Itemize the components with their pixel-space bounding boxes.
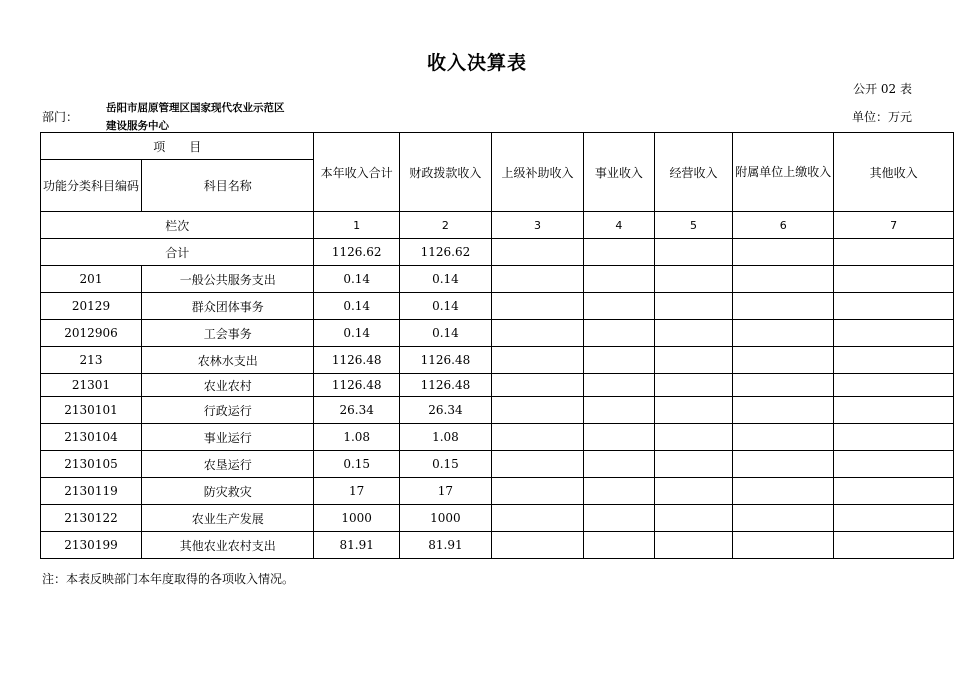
department-name [106,99,285,135]
row-name: 群众团体事务 [142,293,314,320]
row-col-5 [654,347,732,374]
header-row-1 [41,133,954,160]
row-col-5 [654,320,732,347]
total-col-3 [491,239,583,266]
row-col-4 [583,505,654,532]
row-col-2: 1000 [399,505,491,532]
footnote: 注：本表反映部门本年度取得的各项收入情况。 [42,572,295,586]
row-col-7 [834,532,954,559]
unit-label: 单位：万元 [851,110,912,124]
column-no-6: 6 [733,212,834,239]
total-col-6 [733,239,834,266]
row-col-3 [491,478,583,505]
total-label: 合计 [41,239,314,266]
row-col-7 [834,424,954,451]
table-row [41,320,954,347]
total-col-7 [834,239,954,266]
row-col-6 [733,266,834,293]
row-col-5 [654,424,732,451]
header-col-6: 附属单位上缴收入 [733,133,834,212]
row-name: 农垦运行 [142,451,314,478]
row-col-6 [733,532,834,559]
row-col-1: 0.14 [314,266,399,293]
column-no-2: 2 [399,212,491,239]
column-number-row [41,212,954,239]
row-code: 2130199 [41,532,142,559]
row-col-4 [583,266,654,293]
row-code: 2130119 [41,478,142,505]
row-col-2: 0.14 [399,320,491,347]
total-col-5 [654,239,732,266]
row-col-6 [733,397,834,424]
row-col-2: 26.34 [399,397,491,424]
row-col-1: 1126.48 [314,374,399,397]
row-name: 农业生产发展 [142,505,314,532]
header-name: 科目名称 [142,160,314,212]
row-col-6 [733,451,834,478]
row-col-3 [491,397,583,424]
row-name: 事业运行 [142,424,314,451]
row-name: 工会事务 [142,320,314,347]
row-col-5 [654,293,732,320]
row-name: 行政运行 [142,397,314,424]
row-col-6 [733,347,834,374]
row-col-7 [834,505,954,532]
total-col-2: 1126.62 [399,239,491,266]
row-col-2: 17 [399,478,491,505]
row-col-7 [834,374,954,397]
table-row [41,397,954,424]
row-col-3 [491,293,583,320]
header-code: 功能分类科目编码 [41,160,142,212]
header-col-1: 本年收入合计 [314,133,399,212]
header-col-3: 上级补助收入 [491,133,583,212]
column-no-5: 5 [654,212,732,239]
row-col-2: 0.15 [399,451,491,478]
row-name: 其他农业农村支出 [142,532,314,559]
row-col-2: 1.08 [399,424,491,451]
row-col-3 [491,532,583,559]
row-col-7 [834,293,954,320]
row-col-3 [491,347,583,374]
row-col-2: 0.14 [399,293,491,320]
row-code: 21301 [41,374,142,397]
header-col-5: 经营收入 [654,133,732,212]
row-col-2: 1126.48 [399,374,491,397]
row-col-6 [733,424,834,451]
row-col-1: 0.15 [314,451,399,478]
row-col-1: 81.91 [314,532,399,559]
table-row [41,505,954,532]
column-no-4: 4 [583,212,654,239]
row-col-1: 0.14 [314,293,399,320]
page-title: 收入决算表 [426,52,527,74]
row-col-4 [583,293,654,320]
row-col-5 [654,397,732,424]
row-col-4 [583,347,654,374]
table-row [41,451,954,478]
row-col-4 [583,374,654,397]
column-number-label: 栏次 [41,212,314,239]
table-row [41,424,954,451]
total-col-4 [583,239,654,266]
row-col-3 [491,505,583,532]
row-col-7 [834,397,954,424]
row-col-4 [583,397,654,424]
row-code: 20129 [41,293,142,320]
header-project: 项 目 [41,133,314,160]
row-col-1: 1126.48 [314,347,399,374]
header-col-2: 财政拨款收入 [399,133,491,212]
row-col-2: 81.91 [399,532,491,559]
row-col-2: 1126.48 [399,347,491,374]
total-col-1: 1126.62 [314,239,399,266]
row-col-5 [654,478,732,505]
row-code: 213 [41,347,142,374]
row-code: 2130105 [41,451,142,478]
row-col-6 [733,293,834,320]
row-col-6 [733,478,834,505]
form-number: 公开 02 表 [853,82,912,96]
row-col-6 [733,320,834,347]
row-col-3 [491,424,583,451]
header-col-7: 其他收入 [834,133,954,212]
row-col-2: 0.14 [399,266,491,293]
row-code: 2012906 [41,320,142,347]
column-no-7: 7 [834,212,954,239]
row-col-7 [834,451,954,478]
department-label: 部门： [42,110,79,124]
column-no-1: 1 [314,212,399,239]
department-name-line2: 建设服务中心 [106,120,169,132]
row-col-5 [654,505,732,532]
table-row [41,347,954,374]
row-col-3 [491,320,583,347]
row-col-1: 26.34 [314,397,399,424]
row-col-4 [583,320,654,347]
row-col-1: 0.14 [314,320,399,347]
row-col-6 [733,374,834,397]
total-row [41,239,954,266]
row-col-1: 1.08 [314,424,399,451]
row-col-7 [834,347,954,374]
row-code: 201 [41,266,142,293]
row-name: 一般公共服务支出 [142,266,314,293]
row-col-4 [583,424,654,451]
row-code: 2130104 [41,424,142,451]
department-name-line1: 岳阳市屈原管理区国家现代农业示范区 [106,102,285,114]
row-col-4 [583,451,654,478]
row-col-7 [834,266,954,293]
row-col-6 [733,505,834,532]
row-col-3 [491,266,583,293]
row-col-5 [654,451,732,478]
row-code: 2130122 [41,505,142,532]
row-col-4 [583,532,654,559]
table-row [41,374,954,397]
row-name: 防灾救灾 [142,478,314,505]
row-col-5 [654,532,732,559]
table-row [41,266,954,293]
row-name: 农业农村 [142,374,314,397]
table-row [41,532,954,559]
row-col-7 [834,478,954,505]
row-col-5 [654,266,732,293]
table-row [41,478,954,505]
header-col-4: 事业收入 [583,133,654,212]
row-col-5 [654,374,732,397]
row-col-1: 17 [314,478,399,505]
row-code: 2130101 [41,397,142,424]
income-table [40,132,954,559]
row-col-7 [834,320,954,347]
table-row [41,293,954,320]
column-no-3: 3 [491,212,583,239]
row-name: 农林水支出 [142,347,314,374]
row-col-3 [491,451,583,478]
row-col-1: 1000 [314,505,399,532]
row-col-4 [583,478,654,505]
row-col-3 [491,374,583,397]
